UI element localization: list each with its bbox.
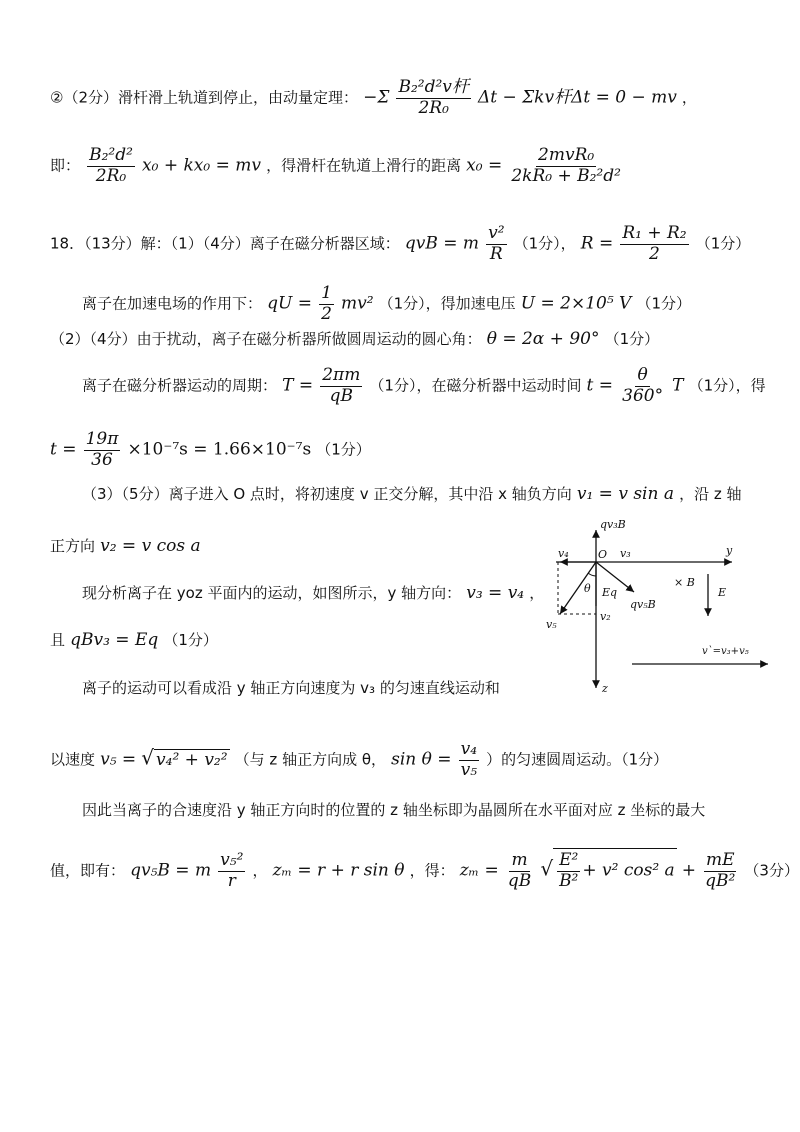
q18-part3-line7 xyxy=(82,802,705,818)
q18-p3h-sep: ， xyxy=(252,861,268,880)
label-resultant: v`=v₃+v₅ xyxy=(702,646,749,657)
q18-part3-line5 xyxy=(82,680,500,696)
item2b-fraction xyxy=(87,146,135,186)
q18-p3h-frac4 xyxy=(703,851,737,891)
q18-p2b-text: 离子在磁分析器运动的周期： xyxy=(82,376,278,395)
label-top-force: qv₃B xyxy=(600,518,626,531)
item2-line xyxy=(50,78,697,118)
q18-p3h-eq1-lhs: qv₅B = m xyxy=(130,860,212,881)
item2b-lhs: x₀ = xyxy=(466,155,503,176)
q18-eq1-lhs: qvB = m xyxy=(404,233,480,254)
label-origin: O xyxy=(598,548,608,561)
q18-eq2-frac xyxy=(620,224,688,264)
q18-p3c-tail: ， xyxy=(529,584,545,602)
label-y-axis: y xyxy=(726,544,733,557)
q18-p2b-den: qB xyxy=(329,385,353,406)
q18-p2c-den: 36 xyxy=(91,449,113,470)
q18-p2b-den2: 360° xyxy=(622,385,664,406)
item2b-frac2-num: 2mvR₀ xyxy=(538,145,595,165)
q18-l2-text: 离子在加速电场的作用下： xyxy=(82,294,263,313)
item2b-eq-mid: x₀ + kx₀ = mv xyxy=(142,155,261,176)
label-force-diag: qv₅B xyxy=(630,598,656,611)
q18-p2b-frac xyxy=(320,366,362,406)
q18-eq1-den: R xyxy=(489,243,503,264)
label-eq: Eq xyxy=(602,586,618,599)
item2b-frac-den: 2R₀ xyxy=(95,165,127,186)
q18-p3-text: （3）（5分）离子进入 O 点时，将初速度 v 正交分解，其中沿 x 轴负方向 xyxy=(82,485,572,503)
q18-p3h-den3: qB xyxy=(507,870,532,891)
q18-p2b-num: 2πm xyxy=(322,365,361,385)
q18-eq1-frac xyxy=(486,224,506,264)
item2-eq-rest: Δt − Σkv杆Δt = 0 − mv xyxy=(477,87,677,108)
item2b-frac2-den: 2kR₀ + B₂²d² xyxy=(511,165,621,186)
q18-p3f-eq-lhs: v₅ = xyxy=(100,749,137,770)
item2b-line xyxy=(50,146,625,186)
item2-frac-den: 2R₀ xyxy=(418,97,449,118)
q18-p3h-lead: 值，即有： xyxy=(50,861,126,880)
q18-p2c-eq-lhs: t = xyxy=(50,439,77,460)
q18-p3h-sqrt-rest: + v² cos² a xyxy=(582,860,675,881)
q18-eq1-num: v² xyxy=(488,223,505,243)
q18-eq2-lhs: R = xyxy=(580,233,614,254)
q18-p3h-num3: m xyxy=(511,850,528,870)
q18-p2b-eq-lhs: T = xyxy=(282,375,314,396)
item2b-lead: 即： xyxy=(50,156,81,175)
item2b-text: ，得滑杆在轨道上滑行的距离 xyxy=(266,156,462,175)
q18-p3f-eq2-lhs: sin θ = xyxy=(391,749,452,770)
q18-p2c-frac xyxy=(84,430,121,470)
q18-part3-line6 xyxy=(50,740,668,780)
q18-p3h-sqrt-frac xyxy=(557,851,580,891)
q18-p3g-text: 因此当离子的合速度沿 y 轴正方向时的位置的 z 轴坐标即为晶圆所在水平面对应 z 坐标的最大 xyxy=(82,801,706,819)
q18-line2 xyxy=(82,284,691,324)
q18-part3-line2 xyxy=(50,538,201,555)
q18-p3d-eq: qBv₃ = Eq xyxy=(70,630,159,650)
q18-part3-line3 xyxy=(82,585,544,602)
q18-p3b-text: 正方向 xyxy=(50,537,96,555)
q18-p3c-eq: v₃ = v₄ xyxy=(466,583,525,603)
q18-p3h-sqrt xyxy=(553,848,677,891)
q18-p3h-num4: mE xyxy=(705,850,735,870)
q18-p3b-eq: v₂ = v cos a xyxy=(100,536,201,556)
sqrt-sign: √ xyxy=(141,745,155,770)
q18-head: 18．（13分）解：（1）（4分）离子在磁分析器区域： xyxy=(50,234,400,253)
yoz-plane-diagram xyxy=(540,516,770,696)
q18-p3f-sqrt: v₄² + v₂² xyxy=(156,749,228,770)
q18-p3f-tail: ）的匀速圆周运动。（1分） xyxy=(486,750,669,769)
q18-p3f-den: v₅ xyxy=(460,759,478,780)
q18-part2-line2 xyxy=(82,366,766,406)
q18-p2c-num: 19π xyxy=(85,429,119,449)
item2-frac-num: B₂²d²v杆 xyxy=(398,77,469,97)
q18-p3h-sqrt-den: B² xyxy=(559,870,579,891)
q18-part3-line1 xyxy=(82,486,742,503)
q18-part3-line4 xyxy=(50,632,218,649)
label-z-axis: z xyxy=(602,682,608,695)
item2b-frac-num: B₂²d² xyxy=(89,145,133,165)
item2-trail: ， xyxy=(681,88,697,107)
q18-l2-score2: （1分） xyxy=(636,294,691,313)
item2-fraction xyxy=(396,78,470,118)
q18-p3h-frac3 xyxy=(506,851,533,891)
label-b-field: × B xyxy=(674,576,695,589)
q18-p3h-sqrt-num: E² xyxy=(559,850,579,870)
q18-p3f-num: v₄ xyxy=(460,739,478,759)
q18-p3h-num1: v₅² xyxy=(220,850,244,870)
q18-p3f-frac xyxy=(459,740,479,780)
q18-p2-score: （1分） xyxy=(604,330,660,348)
q18-p3h-den4: qB² xyxy=(705,870,736,891)
q18-p3d-score: （1分） xyxy=(163,631,218,649)
q18-p3-tail: ，沿 z 轴 xyxy=(679,485,742,503)
q18-p2c-eq-rest: ×10⁻⁷s = 1.66×10⁻⁷s xyxy=(127,439,312,460)
q18-l2-eq-rest: mv² xyxy=(340,293,374,314)
q18-p3f-mid: （与 z 轴正方向成 θ， xyxy=(234,750,387,769)
q18-eq2-num: R₁ + R₂ xyxy=(622,223,687,243)
q18-p3h-plus: + xyxy=(681,860,697,881)
q18-p3h-score: （3分） xyxy=(744,861,799,880)
label-v4: v₄ xyxy=(558,547,569,560)
item2-label: ②（2分）滑杆滑上轨道到停止，由动量定理： xyxy=(50,88,358,107)
q18-p2b-eq2-rest: T xyxy=(672,375,684,396)
q18-p3h-den1: r xyxy=(227,870,236,891)
q18-part2-line1 xyxy=(50,331,659,348)
q18-l2-eq2: U = 2×10⁵ V xyxy=(520,293,632,314)
theta-arc xyxy=(588,573,596,576)
label-theta: θ xyxy=(584,582,591,595)
q18-p2b-num2: θ xyxy=(637,365,648,385)
q18-part2-line3 xyxy=(50,430,371,470)
q18-p3c-text: 现分析离子在 yoz 平面内的运动，如图所示，y 轴方向： xyxy=(82,584,462,602)
q18-p2b-frac2 xyxy=(620,366,665,406)
item2-eq-prefix: −Σ xyxy=(363,87,390,108)
q18-p3e-text: 离子的运动可以看成沿 y 轴正方向速度为 v₃ 的匀速直线运动和 xyxy=(82,679,500,697)
q18-part3-line8 xyxy=(50,848,799,891)
item2b-fraction2 xyxy=(509,146,623,186)
q18-p3h-eq3-lhs: zₘ = xyxy=(459,860,499,881)
sqrt-sign-2: √ xyxy=(540,856,554,881)
q18-p3-eq: v₁ = v sin a xyxy=(576,484,674,504)
q18-l2-frac xyxy=(319,284,334,324)
q18-l2-num: 1 xyxy=(321,283,332,303)
label-v5: v₅ xyxy=(546,618,557,631)
q18-p3h-frac1 xyxy=(218,851,245,891)
q18-p3f-text: 以速度 xyxy=(50,750,96,769)
q18-p2b-eq2-lhs: t = xyxy=(586,375,614,396)
q18-score2: （1分） xyxy=(695,234,751,253)
q18-score1: （1分）， xyxy=(513,234,576,253)
q18-p2b-score1: （1分），在磁分析器中运动时间 xyxy=(369,376,582,395)
q18-p3d-text: 且 xyxy=(50,631,66,649)
q18-l2-eq-lhs: qU = xyxy=(267,293,312,314)
label-v2: v₂ xyxy=(600,610,611,623)
q18-p3h-mid: ，得： xyxy=(409,861,455,880)
q18-p3h-eq2: zₘ = r + r sin θ xyxy=(272,860,405,881)
label-v3: v₃ xyxy=(620,547,631,560)
q18-line1 xyxy=(50,224,750,264)
q18-p2b-score2: （1分），得 xyxy=(688,376,766,395)
label-e-field: E xyxy=(718,586,727,599)
q18-p2c-score: （1分） xyxy=(316,440,371,459)
q18-p2-eq: θ = 2α + 90° xyxy=(486,329,600,349)
q18-l2-score1: （1分），得加速电压 xyxy=(378,294,516,313)
q18-l2-den: 2 xyxy=(321,303,332,324)
q18-eq2-den: 2 xyxy=(649,243,660,264)
q18-p2-text: （2）（4分）由于扰动，离子在磁分析器所做圆周运动的圆心角： xyxy=(50,330,482,348)
